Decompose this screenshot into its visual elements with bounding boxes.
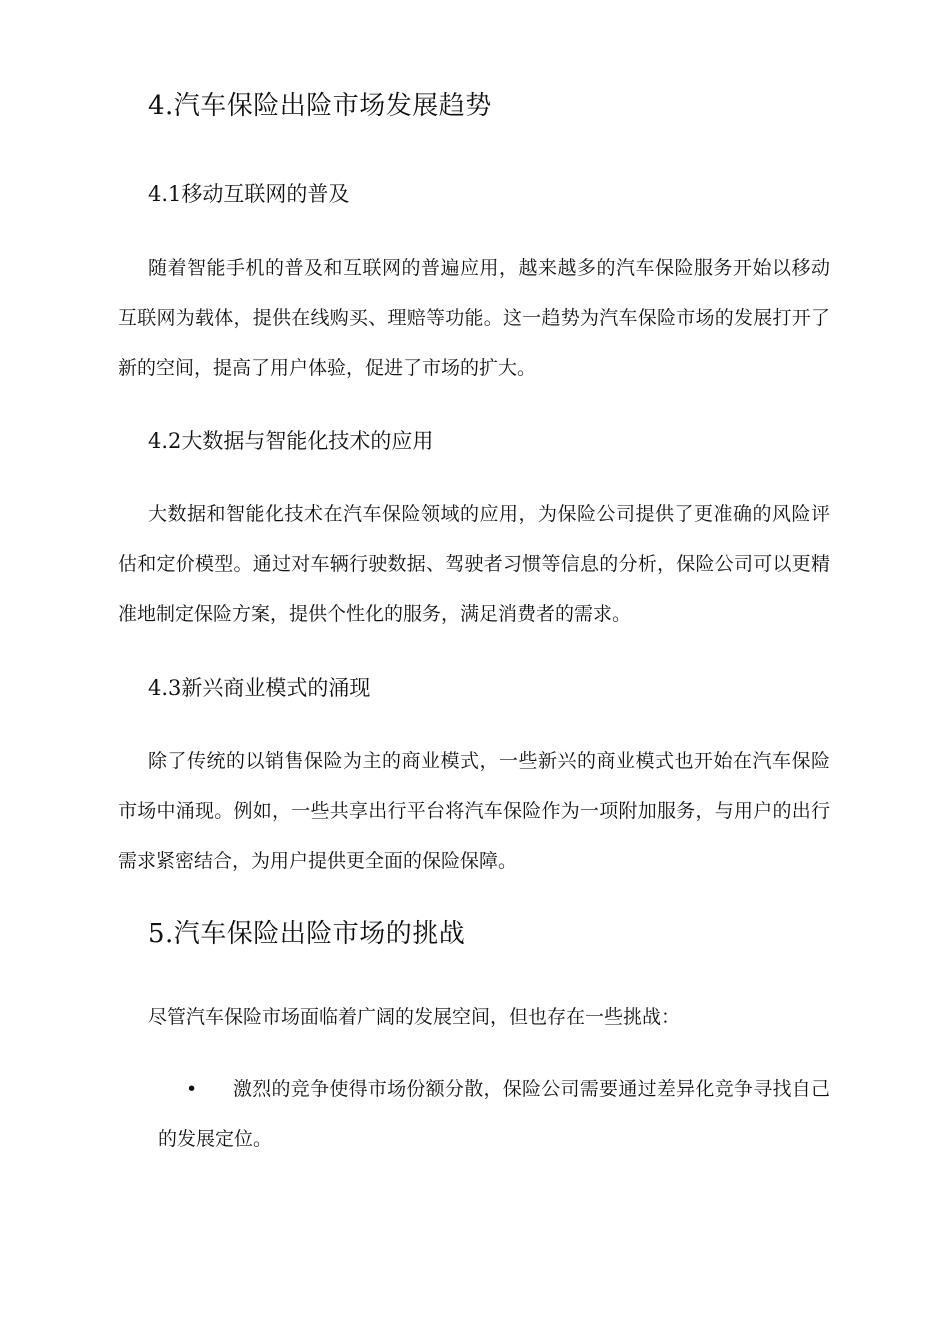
- section-4-1-heading: 4.1移动互联网的普及: [148, 182, 350, 206]
- section-5-heading: 5.汽车保险出险市场的挑战: [148, 919, 466, 949]
- section-4-1-paragraph: 随着智能手机的普及和互联网的普遍应用，越来越多的汽车保险服务开始以移动互联网为载体，提供在线购买、理赔等功能。这一趋势为汽车保险市场的发展打开了新的空间，提高了用户体验，促进了市场的扩大。: [118, 257, 830, 379]
- section-5-intro: 尽管汽车保险市场面临着广阔的发展空间，但也存在一些挑战：: [148, 1006, 681, 1028]
- list-item-text: 激烈的竞争使得市场份额分散，保险公司需要通过差异化竞争寻找自己的发展定位。: [158, 1078, 830, 1150]
- list-item: [158, 1064, 830, 1164]
- section-4-3-heading: 4.3新兴商业模式的涌现: [148, 676, 371, 700]
- section-4-2-paragraph: 大数据和智能化技术在汽车保险领域的应用，为保险公司提供了更准确的风险评估和定价模型。通过对车辆行驶数据、驾驶者习惯等信息的分析，保险公司可以更精准地制定保险方案，提供个性化的服务，满足消费者的需求。: [118, 503, 830, 625]
- section-4-2-heading: 4.2大数据与智能化技术的应用: [148, 429, 434, 453]
- section-4-heading: 4.汽车保险出险市场发展趋势: [148, 91, 492, 121]
- bullet-marker: •: [186, 1078, 198, 1100]
- section-4-3-paragraph: 除了传统的以销售保险为主的商业模式，一些新兴的商业模式也开始在汽车保险市场中涌现。例如，一些共享出行平台将汽车保险作为一项附加服务，与用户的出行需求紧密结合，为用户提供更全面的保险保障。: [118, 750, 830, 872]
